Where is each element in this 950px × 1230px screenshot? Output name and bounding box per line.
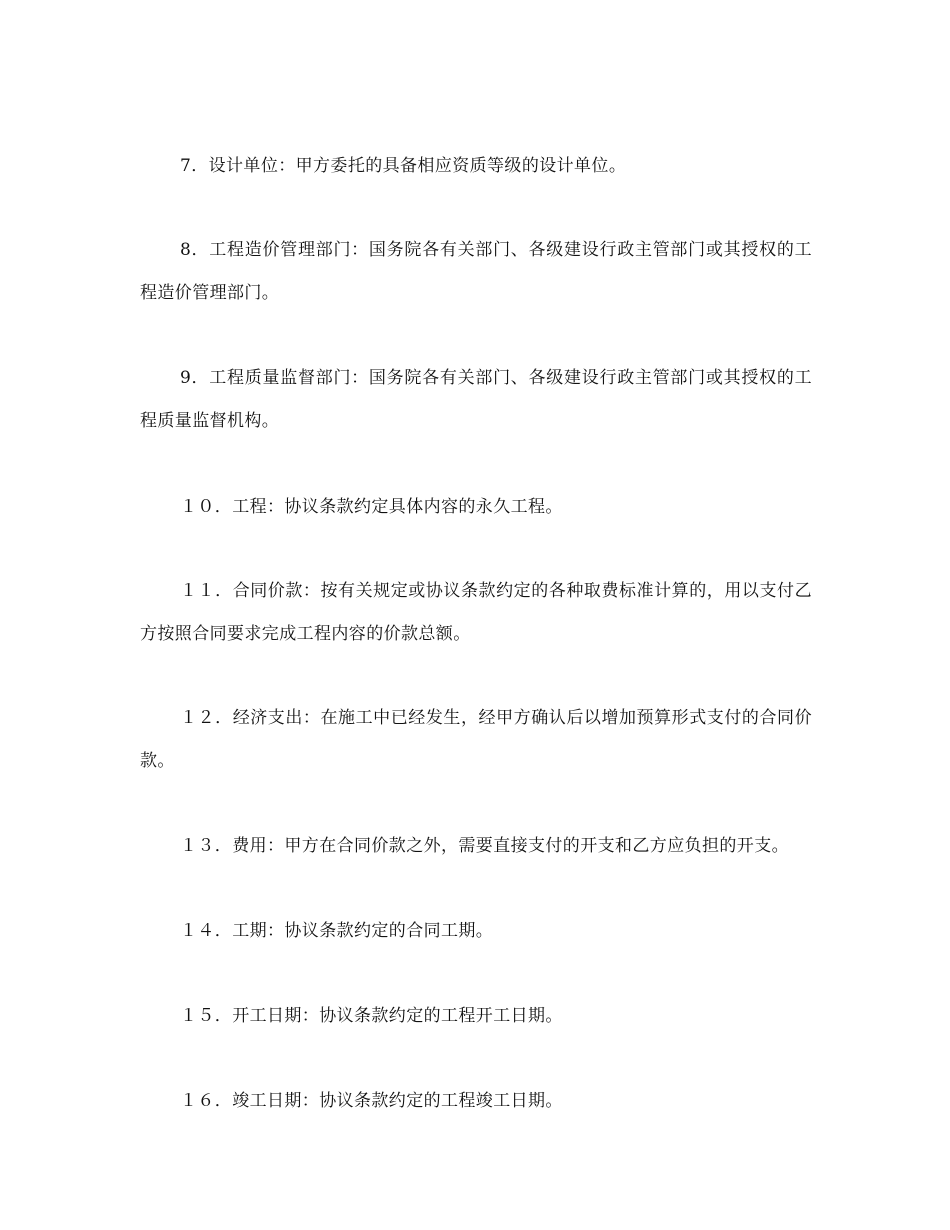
clause-13 <box>140 825 812 868</box>
clause-11 <box>140 570 812 656</box>
clause-number: １２． <box>180 708 233 728</box>
clause-text: 工程：协议条款约定具体内容的永久工程。 <box>232 497 563 517</box>
clause-text: 工程造价管理部门：国务院各有关部门、各级建设行政主管部门或其授权的工程造价管理部门。 <box>140 240 812 303</box>
clause-number: １１． <box>180 581 233 601</box>
clause-text: 费用：甲方在合同价款之外，需要直接支付的开支和乙方应负担的开支。 <box>232 836 790 856</box>
clause-text: 竣工日期：协议条款约定的工程竣工日期。 <box>232 1091 563 1111</box>
clause-number: 8． <box>180 240 210 260</box>
clause-text: 经济支出：在施工中已经发生，经甲方确认后以增加预算形式支付的合同价款。 <box>140 708 813 771</box>
clause-7 <box>140 145 812 188</box>
clause-16 <box>140 1080 812 1123</box>
clause-text: 开工日期：协议条款约定的工程开工日期。 <box>232 1006 563 1026</box>
clause-9 <box>140 357 812 443</box>
clause-12 <box>140 697 812 783</box>
clause-number: 7． <box>180 156 209 176</box>
clause-number: １５． <box>180 1006 233 1026</box>
clause-14 <box>140 910 812 953</box>
clause-text: 工程质量监督部门：国务院各有关部门、各级建设行政主管部门或其授权的工程质量监督机构。 <box>140 368 812 431</box>
clause-number: １４． <box>180 921 233 941</box>
clause-number: 9． <box>180 368 210 388</box>
clause-text: 合同价款：按有关规定或协议条款约定的各种取费标准计算的，用以支付乙方按照合同要求完成工程内容的价款总额。 <box>140 581 813 644</box>
clause-number: １０． <box>180 497 233 517</box>
clause-text: 工期：协议条款约定的合同工期。 <box>232 921 494 941</box>
clause-text: 设计单位：甲方委托的具备相应资质等级的设计单位。 <box>208 156 627 176</box>
clause-8 <box>140 229 812 315</box>
clause-number: １６． <box>180 1091 233 1111</box>
clause-10 <box>140 486 812 529</box>
clause-number: １３． <box>180 836 233 856</box>
clause-15 <box>140 995 812 1038</box>
